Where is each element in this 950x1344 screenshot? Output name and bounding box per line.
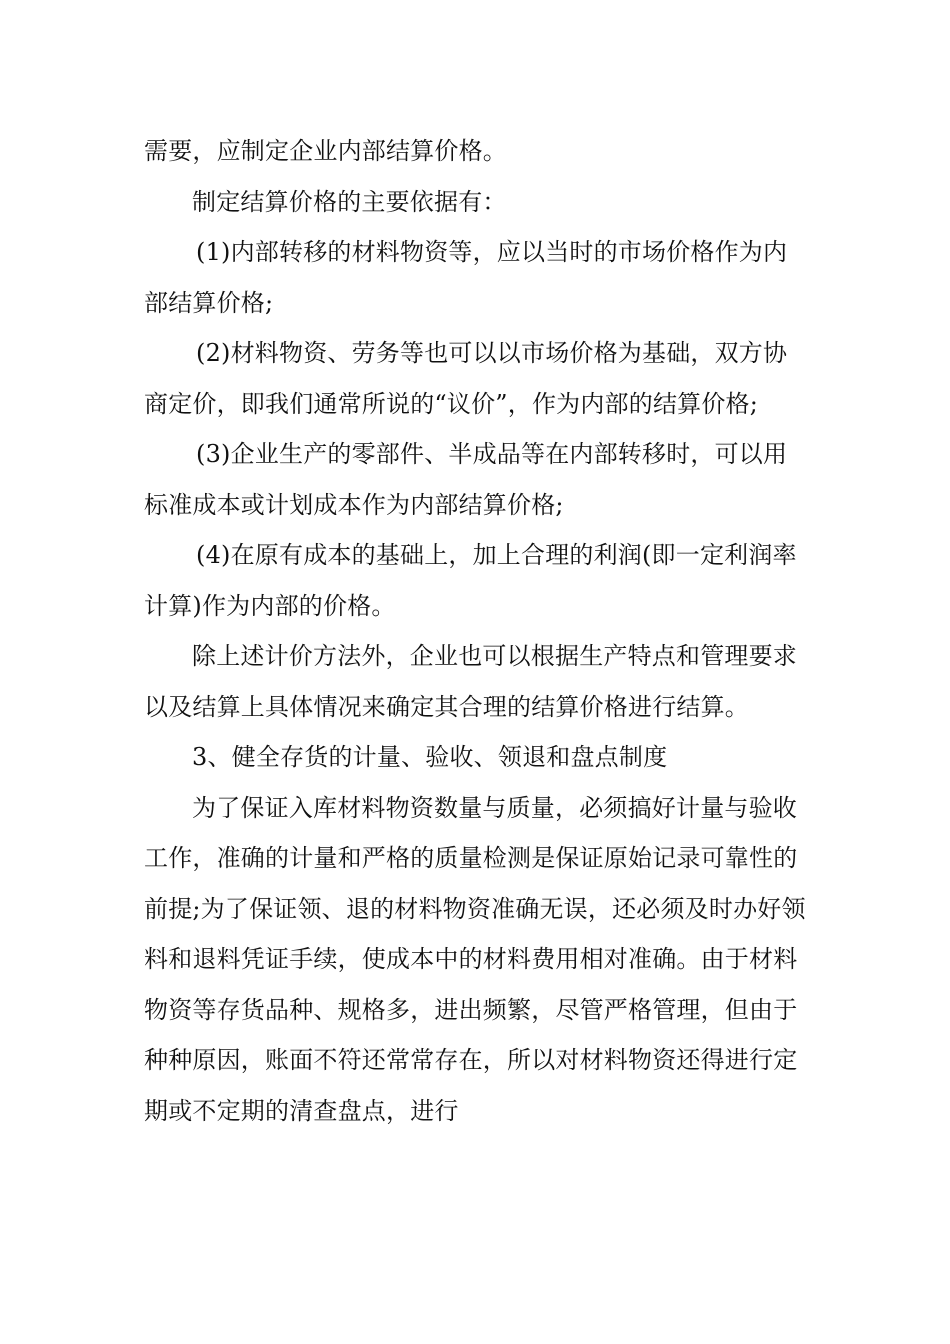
document-body (144, 126, 808, 1136)
paragraph-other-methods: 除上述计价方法外，企业也可以根据生产特点和管理要求以及结算上具体情况来确定其合理的结算价格进行结算。 (144, 642, 797, 721)
paragraph-inventory-control: 为了保证入库材料物资数量与质量，必须搞好计量与验收工作，准确的计量和严格的质量检测是保证原始记录可靠性的前提;为了保证领、退的材料物资准确无误，还必须及时办好领料和退料凭证手续，使成本中的材料费用相对准确。由于材料物资等存货品种、规格多，进出频繁，尽管严格管理，但由于种种原因，账面不符还常常存在，所以对材料物资还得进行定期或不定期的清查盘点，进行 (144, 793, 806, 1125)
paragraph-continuation: 需要，应制定企业内部结算价格。 (144, 137, 507, 165)
paragraph-item-2: (2)材料物资、劳务等也可以以市场价格为基础，双方协商定价，即我们通常所说的“议价”，作为内部的结算价格; (144, 339, 788, 418)
paragraph-item-4: (4)在原有成本的基础上，加上合理的利润(即一定利润率计算)作为内部的价格。 (144, 541, 797, 620)
paragraph-basis-intro: 制定结算价格的主要依据有： (192, 187, 507, 216)
paragraph-item-1: (1)内部转移的材料物资等，应以当时的市场价格作为内部结算价格; (144, 238, 788, 317)
paragraph-item-3: (3)企业生产的零部件、半成品等在内部转移时，可以用标准成本或计划成本作为内部结算价格; (144, 440, 788, 519)
section-heading: 3、健全存货的计量、验收、领退和盘点制度 (192, 743, 668, 771)
